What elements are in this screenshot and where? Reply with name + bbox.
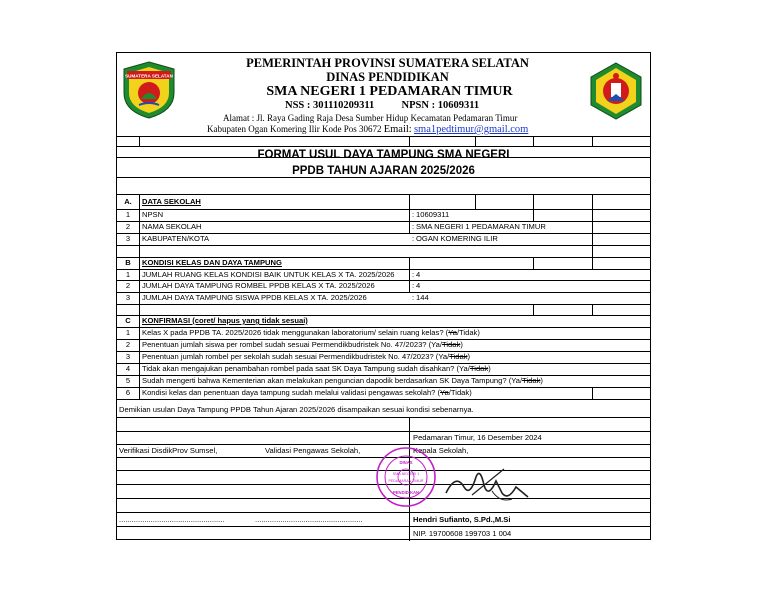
colon: : — [412, 234, 415, 243]
section-a-row-label: NAMA SEKOLAH — [142, 222, 202, 231]
verification-label: Verifikasi DisdikProv Sumsel, — [119, 446, 218, 455]
kepala-sekolah-nip: NIP. 19700608 199703 1 004 — [413, 529, 512, 538]
section-c-heading: KONFIRMASI (coret/ hapus yang tidak sesuai) — [142, 316, 308, 325]
kepala-sekolah-label: Kepala Sekolah, — [413, 446, 469, 455]
colon: : — [412, 293, 415, 302]
section-c-row-no: 4 — [125, 364, 131, 373]
section-b-letter: B — [125, 258, 131, 267]
stamp-text-school: SMA NEGERI 1 — [392, 472, 420, 476]
signature-dots-verif: .................................................. — [119, 515, 225, 524]
header-province: PEMERINTAH PROVINSI SUMATERA SELATAN — [246, 56, 529, 70]
option-tidak: Tidak — [469, 364, 489, 373]
section-a-row-value: SMA NEGERI 1 PEDAMARAN TIMUR — [416, 222, 546, 231]
section-a-row-no: 1 — [125, 210, 131, 219]
section-a-row-label: KABUPATEN/KOTA — [142, 234, 210, 243]
stamp-text-top: DINAS — [399, 460, 413, 465]
section-a-row-value: 10609311 — [416, 210, 450, 219]
header-kabupaten: Kabupaten Ogan Komering Ilir Kode Pos 30672 — [207, 124, 382, 134]
form-title: FORMAT USUL DAYA TAMPUNG SMA NEGERI — [257, 149, 510, 161]
section-b-row-no: 2 — [125, 281, 131, 290]
header-email-link[interactable]: sma1pedtimur@gmail.com — [413, 124, 529, 135]
section-c-row-no: 3 — [125, 352, 131, 361]
logo-lettering: SUMATERA SELATAN — [125, 73, 173, 79]
section-c-row-no: 5 — [125, 376, 131, 385]
closing-statement: Demikian usulan Daya Tampung PPDB Tahun Ajaran 2025/2026 disampaikan sesuai kondisi sebenarnya. — [119, 405, 474, 414]
option-ya: Ya — [448, 328, 457, 337]
option-ya: Ya — [511, 376, 520, 385]
section-b-row-label: JUMLAH DAYA TAMPUNG ROMBEL PPDB KELAS X TA. 2025/2026 — [142, 281, 375, 290]
section-c-row-no: 1 — [125, 328, 131, 337]
header-kabupaten-line — [207, 124, 528, 135]
header-email-label: Email: — [383, 124, 412, 135]
colon: : — [412, 281, 415, 290]
signature-dots-pengawas: ................................................... — [255, 515, 363, 524]
section-c-row-text: Penentuan jumlah siswa per rombel sudah sesuai Permendikbudristek No. 47/2023? (Ya/Tidak) — [142, 340, 463, 349]
section-c-row-no: 6 — [125, 388, 131, 397]
colon: : — [412, 270, 415, 279]
option-tidak: Tidak — [522, 376, 541, 385]
section-a-row-no: 2 — [125, 222, 131, 231]
option-ya: Ya — [438, 352, 448, 361]
section-b-row-label: JUMLAH DAYA TAMPUNG SISWA PPDB KELAS X TA. 2025/2026 — [142, 293, 367, 302]
pengawas-label: Validasi Pengawas Sekolah, — [265, 446, 361, 455]
section-c-row-text: Penentuan jumlah rombel per sekolah sudah sesuai Permendikbudristek No. 47/2023? (Ya/Tidak) — [142, 352, 471, 361]
header-npsn: NPSN : 10609311 — [401, 100, 480, 111]
section-b-row-no: 3 — [125, 293, 131, 302]
section-b-row-no: 1 — [125, 270, 131, 279]
school-stamp — [375, 446, 437, 508]
section-a-row-no: 3 — [125, 234, 131, 243]
kepala-sekolah-name: Hendri Sufianto, S.Pd.,M.Si — [413, 515, 511, 524]
option-tidak: Tidak — [459, 328, 478, 337]
colon: : — [412, 210, 415, 219]
option-tidak: Tidak — [442, 340, 461, 349]
option-tidak: Tidak — [449, 352, 468, 361]
colon: : — [412, 222, 415, 231]
section-c-row-no: 2 — [125, 340, 131, 349]
section-b-row-value: 144 — [416, 293, 429, 302]
stamp-text-bottom: PENDIDIKAN — [392, 490, 420, 495]
section-a-row-value: OGAN KOMERING ILIR — [416, 234, 498, 243]
section-a-heading: DATA SEKOLAH — [142, 197, 201, 206]
section-c-letter: C — [125, 316, 131, 325]
place-date: Pedamaran Timur, 16 Desember 2024 — [413, 433, 542, 442]
handwritten-signature — [442, 463, 532, 507]
stamp-text-place: PEDAMARAN TIMUR — [388, 479, 424, 483]
option-ya: Ya — [459, 364, 468, 373]
document-sheet — [116, 52, 651, 540]
section-c-row-text: Kelas X pada PPDB TA. 2025/2026 tidak menggunakan laboratorium/ selain ruang kelas? (Ya/Tidak) — [142, 328, 480, 337]
option-ya: Ya — [440, 388, 449, 397]
section-b-row-value: 4 — [416, 281, 421, 290]
section-b-heading: KONDISI KELAS DAN DAYA TAMPUNG — [142, 258, 282, 267]
section-c-row-text: Tidak akan mengajukan penambahan rombel pada saat SK Daya Tampung sudah disahkan? (Ya/Tidak) — [142, 364, 491, 373]
section-c-row-text: Kondisi kelas dan penentuan daya tampung sudah melalui validasi pengawas sekolah? (Ya/Tidak) — [142, 388, 472, 397]
section-a-row-label: NPSN — [142, 210, 164, 219]
section-b-row-label: JUMLAH RUANG KELAS KONDISI BAIK UNTUK KELAS X TA. 2025/2026 — [142, 270, 395, 279]
header-school-name: SMA NEGERI 1 PEDAMARAN TIMUR — [266, 84, 513, 99]
section-b-row-value: 4 — [416, 270, 421, 279]
header-nss: NSS : 301110209311 — [285, 100, 375, 111]
header-department: DINAS PENDIDIKAN — [326, 70, 449, 84]
option-tidak: Tidak — [450, 388, 470, 397]
header-ids — [285, 100, 479, 111]
form-subtitle: PPDB TAHUN AJARAN 2025/2026 — [292, 165, 475, 177]
section-c-row-text: Sudah mengerti bahwa Kementerian akan melakukan penguncian dapodik berdasarkan SK Daya Tampung? (Ya/Tidak) — [142, 376, 543, 385]
option-ya: Ya — [431, 340, 440, 349]
header-address: Alamat : Jl. Raya Gading Raja Desa Sumber Hidup Kecamatan Pedamaran Timur — [223, 113, 518, 123]
section-a-letter: A. — [124, 197, 132, 206]
